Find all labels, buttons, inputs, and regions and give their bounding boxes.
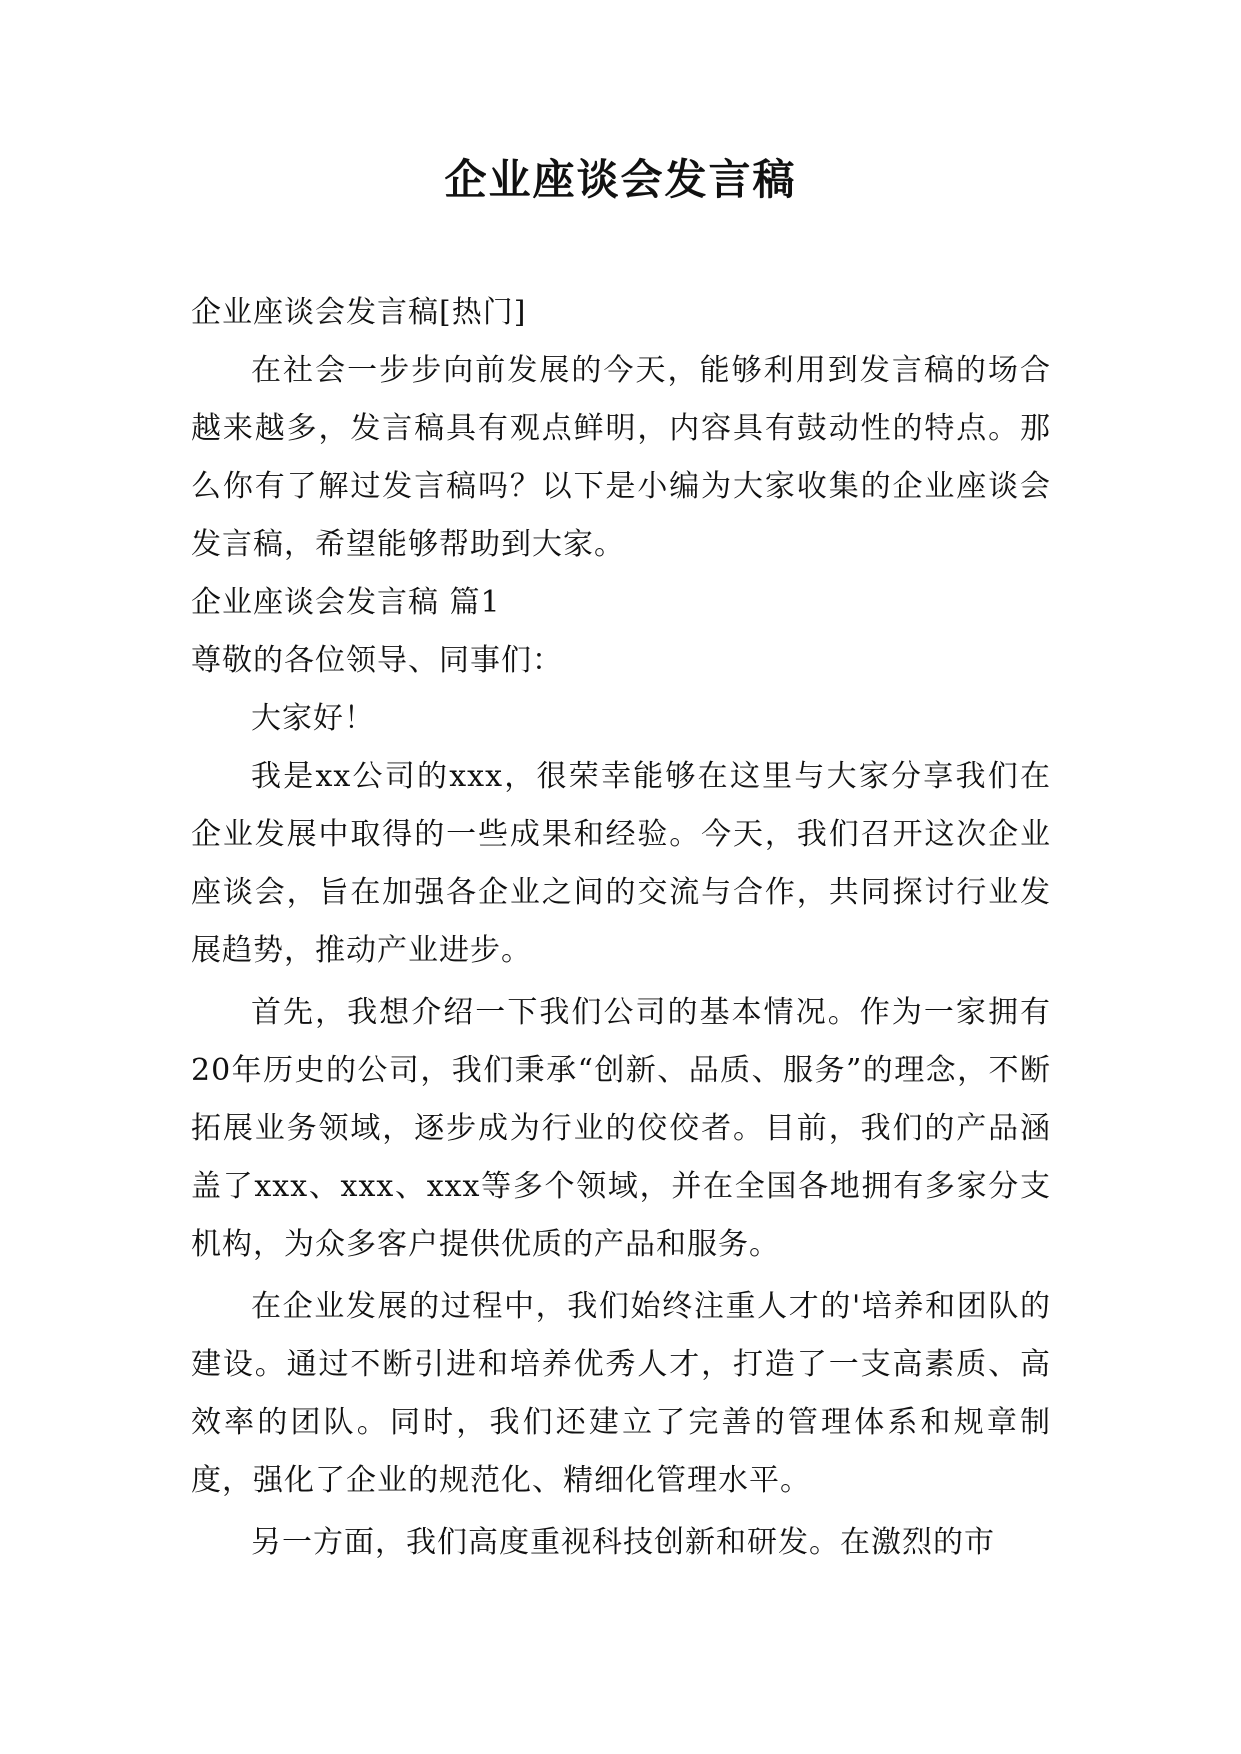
body-paragraph: 我是xx公司的xxx，很荣幸能够在这里与大家分享我们在企业发展中取得的一些成果和经验。今天，我们召开这次企业座谈会，旨在加强各企业之间的交流与合作，共同探讨行业发展趋势，推动产业进步。 [191, 759, 1051, 968]
section-heading: 企业座谈会发言稿 篇1 [191, 585, 501, 620]
body-paragraph: 首先，我想介绍一下我们公司的基本情况。作为一家拥有20年历史的公司，我们秉承“创新、品质、服务”的理念，不断拓展业务领域，逐步成为行业的佼佼者。目前，我们的产品涵盖了xxx、xxx、xxx等多个领域，并在全国各地拥有多家分支机构，为众多客户提供优质的产品和服务。 [191, 995, 1051, 1262]
body-paragraph: 在企业发展的过程中，我们始终注重人才的'培养和团队的建设。通过不断引进和培养优秀人才，打造了一支高素质、高效率的团队。同时，我们还建立了完善的管理体系和规章制度，强化了企业的规范化、精细化管理水平。 [191, 1289, 1051, 1498]
intro-paragraph: 在社会一步步向前发展的今天，能够利用到发言稿的场合越来越多，发言稿具有观点鲜明，内容具有鼓动性的特点。那么你有了解过发言稿吗？以下是小编为大家收集的企业座谈会发言稿，希望能够帮助到大家。 [191, 353, 1051, 562]
salutation: 尊敬的各位领导、同事们： [191, 643, 563, 678]
greeting: 大家好！ [251, 701, 375, 736]
document-body [191, 284, 1051, 1572]
subtitle-line: 企业座谈会发言稿[热门] [191, 295, 527, 330]
document-title: 企业座谈会发言稿 [444, 155, 797, 204]
body-paragraph: 另一方面，我们高度重视科技创新和研发。在激烈的市 [251, 1525, 995, 1560]
